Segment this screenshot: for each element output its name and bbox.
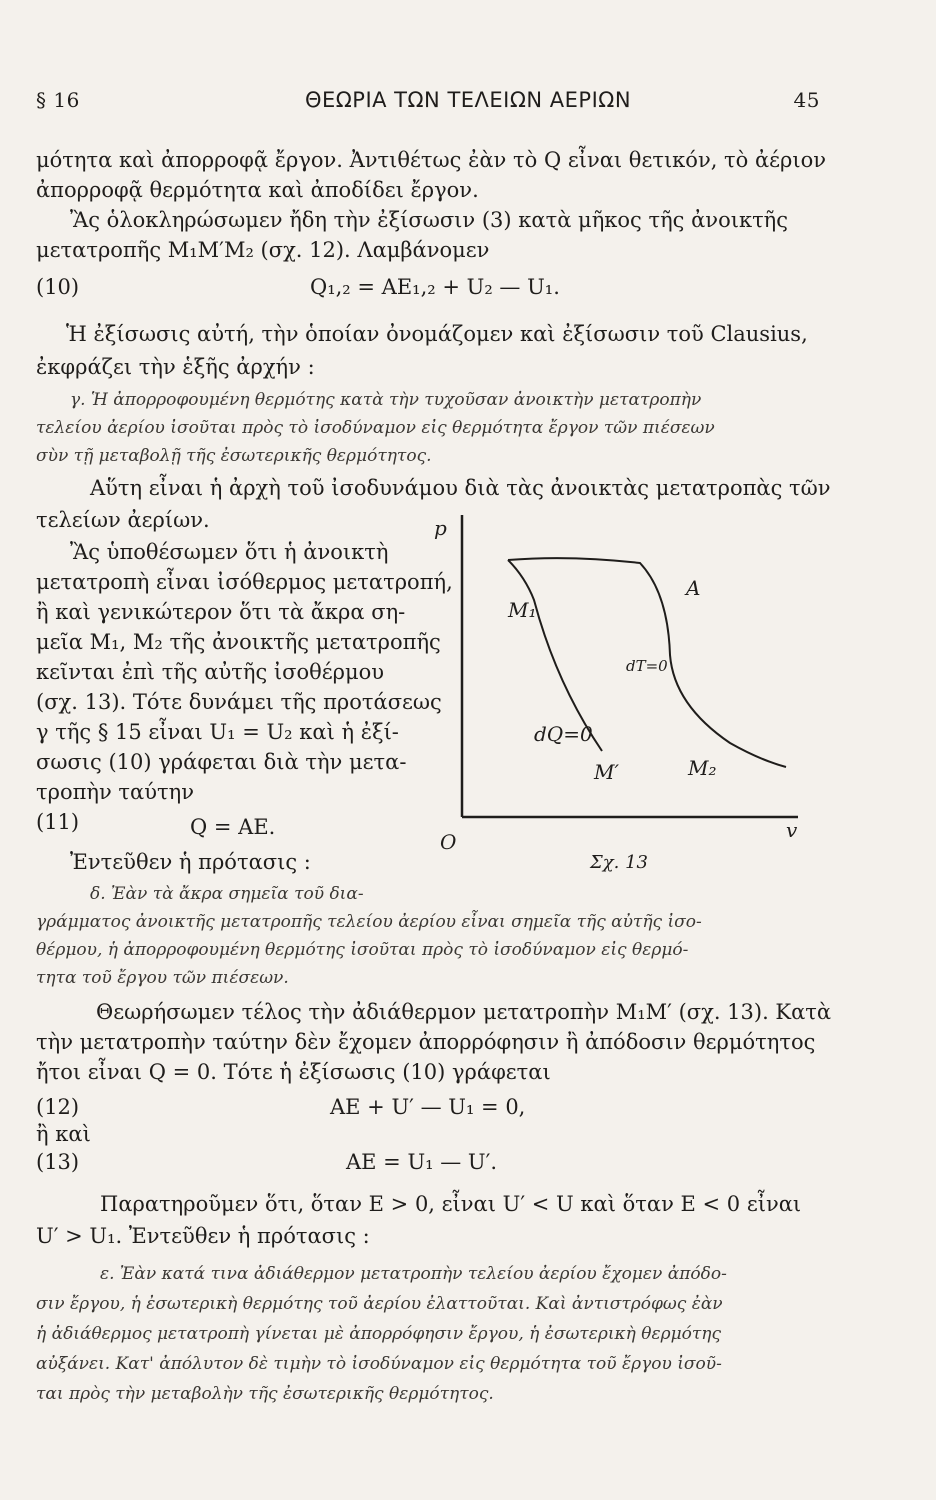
text-line: τελείων ἀερίων. [36, 508, 210, 532]
section-number: § 16 [36, 88, 80, 112]
figure-13 [430, 505, 830, 885]
origin-label: O [440, 830, 457, 854]
label-dQ: dQ=0 [534, 722, 593, 746]
text-line: κεῖνται ἐπὶ τῆς αὐτῆς ἰσοθέρμου [36, 660, 385, 684]
principle-g-line: γ. Ἡ ἀπορροφουμένη θερμότης κατὰ τὴν τυχοῦσαν ἀνοικτὴν μετατροπὴν [70, 390, 702, 410]
equation-11: Q = AE. [190, 815, 276, 839]
principle-e-line: ἡ ἀδιάθερμος μετατροπὴ γίνεται μὲ ἀπορρόφησιν ἔργου, ἡ ἐσωτερικὴ θερμότης [36, 1324, 721, 1344]
principle-e-line: ε. Ἐὰν κατά τινα ἀδιάθερμον μετατροπὴν τελείου ἀερίου ἔχομεν ἀπόδο- [100, 1264, 727, 1284]
text-line: Ἂς ὑποθέσωμεν ὅτι ἡ ἀνοικτὴ [70, 540, 389, 564]
principle-d-line: δ. Ἐὰν τὰ ἄκρα σημεῖα τοῦ δια- [90, 884, 364, 904]
text-line: Παρατηροῦμεν ὅτι, ὅταν E > 0, εἶναι U′ < U καὶ ὅταν E < 0 εἶναι [100, 1192, 802, 1216]
equation-13: AE = U₁ — U′. [346, 1150, 498, 1174]
text-line: ἤτοι εἶναι Q = 0. Τότε ἡ ἐξίσωσις (10) γράφεται [36, 1060, 551, 1084]
text-line: Αὕτη εἶναι ἡ ἀρχὴ τοῦ ἰσοδυνάμου διὰ τὰς ἀνοικτὰς μετατροπὰς τῶν [90, 476, 831, 500]
principle-d-line: γράμματος ἀνοικτῆς μετατροπῆς τελείου ἀερίου εἶναι σημεῖα τῆς αὐτῆς ἰσο- [36, 912, 702, 932]
text-line: ἢ καὶ [36, 1122, 91, 1146]
label-dT: dT=0 [626, 657, 668, 675]
text-line: μότητα καὶ ἀπορροφᾷ ἔργον. Ἀντιθέτως ἐὰν τὸ Q εἶναι θετικόν, τὸ ἀέριον [36, 148, 827, 172]
text-line: γ τῆς § 15 εἶναι U₁ = U₂ καὶ ἡ ἐξί- [36, 720, 399, 744]
v-axis-label: v [786, 818, 798, 842]
equation-number: (11) [36, 810, 80, 834]
principle-e-line: ται πρὸς τὴν μεταβολὴν τῆς ἐσωτερικῆς θερμότητος. [36, 1384, 494, 1404]
label-M-prime: M′ [594, 760, 620, 784]
text-line: μετατροπῆς M₁M′M₂ (σχ. 12). Λαμβάνομεν [36, 238, 490, 262]
equation-12: AE + U′ — U₁ = 0, [330, 1095, 526, 1119]
p-axis-label: p [434, 516, 447, 540]
label-M1: M₁ [508, 598, 537, 622]
text-line: Θεωρήσωμεν τέλος τὴν ἀδιάθερμον μετατροπὴν M₁M′ (σχ. 13). Κατὰ [96, 1000, 832, 1024]
principle-g-line: σὺν τῇ μεταβολῇ τῆς ἐσωτερικῆς θερμότητος. [36, 446, 432, 466]
equation-number: (12) [36, 1095, 80, 1119]
equation-10: Q₁,₂ = AE₁,₂ + U₂ — U₁. [310, 275, 560, 299]
text-line: Ἐντεῦθεν ἡ πρότασις : [70, 850, 311, 874]
text-line: ἢ καὶ γενικώτερον ὅτι τὰ ἄκρα ση- [36, 600, 406, 624]
equation-number: (13) [36, 1150, 80, 1174]
running-title: ΘΕΩΡΙΑ ΤΩΝ ΤΕΛΕΙΩΝ ΑΕΡΙΩΝ [304, 88, 632, 112]
text-line: τροπὴν ταύτην [36, 780, 194, 804]
principle-d-line: θέρμου, ἡ ἀπορροφουμένη θερμότης ἰσοῦται πρὸς τὸ ἰσοδύναμον εἰς θερμό- [36, 940, 689, 960]
text-line: ἐκφράζει τὴν ἑξῆς ἀρχήν : [36, 355, 315, 379]
text-line: τὴν μετατροπὴν ταύτην δὲν ἔχομεν ἀπορρόφησιν ἢ ἀπόδοσιν θερμότητος [36, 1030, 816, 1054]
label-A: A [686, 576, 701, 600]
figure-caption: Σχ. 13 [590, 852, 648, 873]
principle-g-line: τελείου ἀερίου ἰσοῦται πρὸς τὸ ἰσοδύναμον εἰς θερμότητα ἔργον τῶν πιέσεων [36, 418, 715, 438]
principle-e-line: σιν ἔργου, ἡ ἐσωτερικὴ θερμότης τοῦ ἀερίου ἐλαττοῦται. Καὶ ἀντιστρόφως ἐὰν [36, 1294, 723, 1314]
text-line: Ἂς ὁλοκληρώσωμεν ἤδη τὴν ἐξίσωσιν (3) κατὰ μῆκος τῆς ἀνοικτῆς [70, 208, 789, 232]
pv-diagram [430, 505, 830, 885]
label-M2: M₂ [688, 756, 717, 780]
text-line: σωσις (10) γράφεται διὰ τὴν μετα- [36, 750, 407, 774]
text-line: (σχ. 13). Τότε δυνάμει τῆς προτάσεως [36, 690, 442, 714]
equation-number: (10) [36, 275, 80, 299]
principle-e-line: αὐξάνει. Κατ' ἀπόλυτον δὲ τιμὴν τὸ ἰσοδύναμον εἰς θερμότητα τοῦ ἔργου ἰσοῦ- [36, 1354, 722, 1374]
text-line: Ἡ ἐξίσωσις αὐτή, τὴν ὁποίαν ὀνομάζομεν καὶ ἐξίσωσιν τοῦ Clausius, [66, 322, 808, 346]
text-line: ἀπορροφᾷ θερμότητα καὶ ἀποδίδει ἔργον. [36, 178, 479, 202]
text-line: μεῖα M₁, M₂ τῆς ἀνοικτῆς μετατροπῆς [36, 630, 441, 654]
text-line: μετατροπὴ εἶναι ἰσόθερμος μετατροπή, [36, 570, 453, 594]
page-number: 45 [793, 88, 820, 112]
principle-d-line: τητα τοῦ ἔργου τῶν πιέσεων. [36, 968, 289, 988]
text-line: U′ > U₁. Ἐντεῦθεν ἡ πρότασις : [36, 1224, 370, 1248]
